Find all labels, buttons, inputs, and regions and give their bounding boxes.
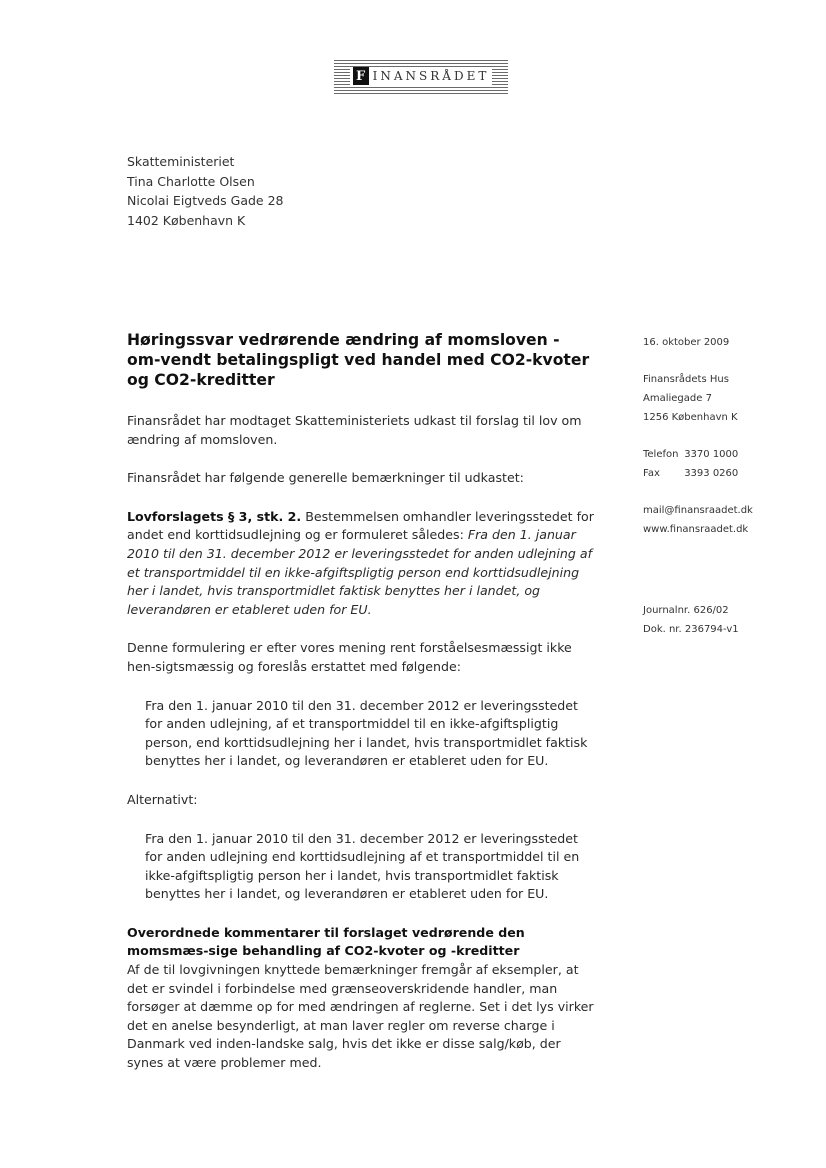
letter-body [127, 330, 597, 1073]
section-heading-co2: Overordnede kommentarer til forslaget vedrørende den momsmæs-sige behandling af CO2-kvoter og -kreditter [127, 924, 525, 959]
recipient-line-1: Skatteministeriet [127, 154, 235, 169]
email-address: mail@finansraadet.dk [643, 505, 753, 516]
phone-label: Telefon [643, 449, 679, 460]
recipient-line-2: Tina Charlotte Olsen [127, 173, 255, 189]
co2-comments-paragraph: Af de til lovgivningen knyttede bemærkninger fremgår af eksempler, at det er svindel i forbindelse med grænseoverskridende handler, man forsøger at dæmme op for med ændringen af reglerne. Set i det lys virker det en anelse besynderligt, at man laver regler om reverse charge i Danmark ved inden-landske salg, hvis det ikke er disse salg/køb, der synes at være problemer med. [127, 962, 594, 1071]
logo-initial: F [353, 67, 369, 85]
opinion-paragraph: Denne formulering er efter vores mening rent forståelsesmæssigt ikke hen-sigtsmæssig og foreslås erstattet med følgende: [127, 640, 572, 674]
logo-name: INANSRÅDET [372, 69, 490, 83]
recipient-line-3: Nicolai Eigtveds Gade 28 [127, 193, 284, 208]
letter-title: Høringssvar vedrørende ændring af momsloven - om-vendt betalingspligt ved handel med CO2-kvoter og CO2-kreditter [127, 331, 590, 389]
fax-label: Fax [643, 468, 660, 479]
logo-wordmark [350, 67, 493, 85]
section-3-quote: Fra den 1. januar 2010 til den 31. december 2012 er leveringsstedet for anden udlejning af et transportmiddel til en ikke-afgiftspligtig person end korttidsudlejning her i landet, hvis transportmidlet faktisk benyttes her i landet, og leverandøren er etableret uden for EU. [127, 527, 593, 617]
section-3-heading: Lovforslagets § 3, stk. 2. [127, 508, 302, 524]
proposal-quote-1: Fra den 1. januar 2010 til den 31. december 2012 er leveringsstedet for anden udlejning, af et transportmiddel til en ikke-afgiftspligtig person, end korttidsudlejning her i landet, hvis transportmidlet faktisk benyttes her i landet, og leverandøren er etableret uden for EU. [145, 697, 588, 769]
journal-number: Journalnr. 626/02 [643, 605, 729, 616]
sender-sidebar [643, 333, 823, 639]
recipient-address [127, 152, 284, 230]
document-number: Dok. nr. 236794-v1 [643, 624, 739, 635]
intro-paragraph: Finansrådet har modtaget Skatteministeriets udkast til forslag til lov om ændring af momsloven. [127, 413, 582, 447]
section-3-paragraph [127, 508, 597, 620]
website-address: www.finansraadet.dk [643, 524, 749, 535]
section-3-text: Bestemmelsen omhandler leveringsstedet for andet end korttidsudlejning og er formuleret således: [127, 508, 594, 543]
finansraadet-logo [334, 58, 508, 94]
fax-number: 3393 0260 [684, 468, 739, 479]
phone-row [643, 445, 823, 464]
sender-city: 1256 København K [643, 412, 738, 423]
fax-row [643, 464, 823, 483]
letter-date: 16. oktober 2009 [643, 337, 730, 348]
sender-street: Amaliegade 7 [643, 393, 712, 404]
proposal-quote-2: Fra den 1. januar 2010 til den 31. december 2012 er leveringsstedet for anden udlejning end korttidsudlejning af et transportmiddel til en ikke-afgiftspligtig person her i landet, hvis transportmidlet faktisk benyttes her i landet, og leverandøren er etableret uden for EU. [145, 830, 580, 902]
recipient-line-4: 1402 København K [127, 212, 246, 228]
general-remarks-paragraph: Finansrådet har følgende generelle bemærkninger til udkastet: [127, 470, 524, 486]
phone-number: 3370 1000 [684, 449, 739, 460]
sender-org: Finansrådets Hus [643, 374, 729, 385]
alternative-label: Alternativt: [127, 791, 198, 807]
